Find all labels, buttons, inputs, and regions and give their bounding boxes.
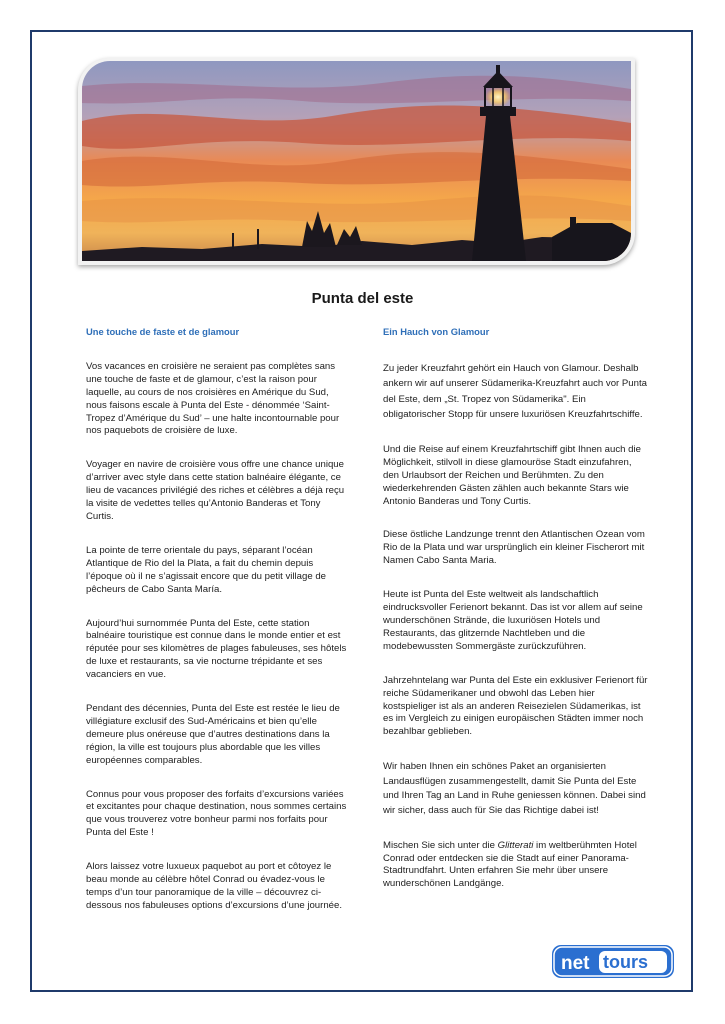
french-paragraph-5: Pendant des décennies, Punta del Este est restée le lieu de villégiature exclusif des Sud-Américains et bien qu’elle demeure plus onéreuse que d’autres destinations dans la région, la ville est toujours plus abordable que les villes européennes comparables. [86,703,340,766]
french-paragraph-7: Alors laissez votre luxueux paquebot au port et côtoyez le beau monde au célèbre hôtel Conrad ou évadez-vous le temps d’un tour panoramique de la ville – découvrez ci-dessous nos fabuleuses options d’excursions d’une journée. [86,861,343,911]
french-paragraph-4: Aujourd’hui surnommée Punta del Este, cette station balnéaire touristique est connue dans le monde entier et est réputée pour ses kilomètres de plages fabuleuses, ses hôtels de luxe et restaurants, sa vie nocturne trépidante et ses vacanciers en vue. [86,617,347,681]
nettours-logo [552,945,674,978]
french-column [86,326,348,913]
french-paragraph-6: Connus pour vous proposer des forfaits d’excursions variées et excitantes pour chaque destination, nous sommes certains que vous trouverez votre bonheur parmi nos forfaits pour Punta del Este ! [86,788,347,839]
german-paragraph-1: Zu jeder Kreuzfahrt gehört ein Hauch von Glamour. Deshalb ankern wir auf unserer Südamerika-Kreuzfahrt auch vor Punta del Este, dem „St. Tropez von Südamerika". Ein obligatorischer Stopp für unsere luxuriösen Kreuzfahrtschiffe. [383,362,647,421]
german-paragraph-4: Heute ist Punta del Este weltweit als landschaftlich eindrucksvoller Ferienort bekannt. Das ist vor allem auf seine wunderschönen Strände, die luxuriösen Hotels und Restaurants, das glitzernde Nachtleben und die modebewussten Sommergäste zurückzuführen. [383,589,643,652]
french-paragraph-3: La pointe de terre orientale du pays, séparant l’océan Atlantique de Rio del la Plata, a fait du chemin depuis l’époque où il ne s’agissait encore que du petit village de pêcheurs de Cabo Santa María. [86,544,327,595]
hero-image-lighthouse [82,61,631,261]
german-paragraph-3: Diese östliche Landzunge trennt den Atlantischen Ozean vom Rio de la Plata und war ursprünglich ein kleiner Fischerort mit Namen Cabo Santa Maria. [383,529,645,567]
french-heading: Une touche de faste et de glamour [86,326,240,337]
german-paragraph-2: Und die Reise auf einem Kreuzfahrtschiff gibt Ihnen auch die Möglichkeit, stilvoll in diese glamouröse Stadt einzufahren, den Urlaubsort der Reichen und Berühmten. Zu den wiederkehrenden Gästen zählen auch bekannte Stars wie Antonio Banderas und Tony Curtis. [383,443,641,507]
french-paragraph-2: Voyager en navire de croisière vous offre une chance unique d’arriver avec style dans cette station balnéaire élégante, ce lieu de vacances privilégié des riches et célèbres a déjà reçu la visite de vedettes telles qu’Antonio Banderas et Tony Curtis. [86,459,345,522]
german-column [383,326,649,891]
german-paragraph-7-end: im weltberühmten Hotel Conrad oder entdecken sie die Stadt auf einer Panorama-Stadtrundfahrt. Unten erfahren Sie mehr über unsere wunderschönen Landgänge. [383,839,637,890]
french-paragraph-1: Vos vacances en croisière ne seraient pas complètes sans une touche de faste et de glamour, c’est la raison pour laquelle, au cours de nos croisières en Amérique du Sud, nous faisons escale à Punta del Este - dénommée ‘Saint-Tropez d’Amérique du Sud’ – une halte incontournable pour nos paquebots de croisière de luxe. [86,360,340,437]
german-paragraph-5: Jahrzehntelang war Punta del Este ein exklusiver Ferienort für reiche Südamerikaner und obwohl das Leben hier kostspieliger ist als an anderen Reisezielen Südamerikas, ist es im Vergleich zu einigen europäischen Städten immer noch bezahlbar geblieben. [383,674,648,738]
page-title: Punta del este [311,290,414,307]
logo-text-tours: tours [603,952,648,972]
german-paragraph-7-emphasis: Glitterati [497,839,534,851]
german-paragraph-7 [383,840,649,892]
german-paragraph-6: Wir haben Ihnen ein schönes Paket an organisierten Landausflügen zusammengestellt, damit Sie Punta del Este und Ihren Tag an Land in Ruhe geniessen können. Dabei sind wir sicher, dass auch für Sie das Richtige dabei ist! [383,761,646,816]
logo-text-net: net [561,953,590,974]
german-heading: Ein Hauch von Glamour [383,326,490,337]
german-paragraph-7-start: Mischen Sie sich unter die [383,839,498,851]
